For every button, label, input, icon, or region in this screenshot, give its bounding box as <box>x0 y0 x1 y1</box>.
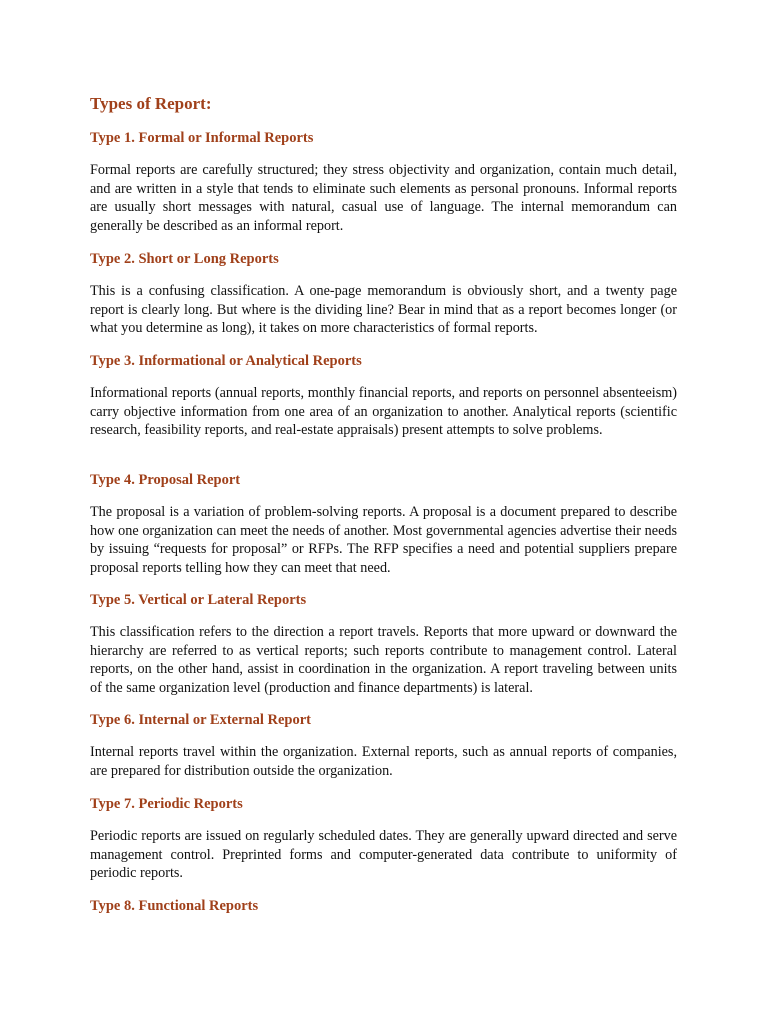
section-informational-analytical <box>90 352 677 440</box>
section-heading: Type 7. Periodic Reports <box>90 796 243 812</box>
document-title: Types of Report: <box>90 94 212 113</box>
section-heading: Type 6. Internal or External Report <box>90 712 311 728</box>
section-body: This is a confusing classification. A one-page memorandum is obviously short, and a twenty page report is clearly long. But where is the dividing line? Bear in mind that as a report becomes longer (or what you determine as long), it takes on more characteristics of formal reports. <box>90 283 677 336</box>
section-internal-external <box>90 711 677 780</box>
section-periodic <box>90 795 677 883</box>
section-heading: Type 2. Short or Long Reports <box>90 251 279 267</box>
section-body: Internal reports travel within the organization. External reports, such as annual reports of companies, are prepared for distribution outside the organization. <box>90 744 677 779</box>
section-heading: Type 3. Informational or Analytical Reports <box>90 353 362 369</box>
section-vertical-lateral <box>90 591 677 697</box>
section-short-long <box>90 250 677 338</box>
section-body: Periodic reports are issued on regularly scheduled dates. They are generally upward directed and serve management control. Preprinted forms and computer-generated data contribute to uniformity of periodic reports. <box>90 828 677 881</box>
section-heading: Type 8. Functional Reports <box>90 898 259 914</box>
section-body: Informational reports (annual reports, monthly financial reports, and reports on personnel absenteeism) carry objective information from one area of an organization to another. Analytical reports (scientific research, feasibility reports, and real-estate appraisals) present attempts to solve problems. <box>90 385 677 438</box>
section-body: This classification refers to the direction a report travels. Reports that more upward or downward the hierarchy are referred to as vertical reports; such reports contribute to management control. Lateral reports, on the other hand, assist in coordination in the organization. A report traveling between units of the same organization level (production and finance departments) is lateral. <box>90 624 677 696</box>
section-body: The proposal is a variation of problem-solving reports. A proposal is a document prepared to describe how one organization can meet the needs of another. Most governmental agencies advertise their needs by issuing “requests for proposal” or RFPs. The RFP specifies a need and potential suppliers prepare proposal reports telling how they can meet that need. <box>90 504 677 576</box>
section-heading: Type 4. Proposal Report <box>90 472 241 488</box>
section-body: Formal reports are carefully structured; they stress objectivity and organization, contain much detail, and are written in a style that tends to eliminate such elements as personal pronouns. Informal reports are usually short messages with natural, casual use of language. The internal memorandum can generally be described as an informal report. <box>90 162 677 234</box>
section-proposal <box>90 471 677 577</box>
section-heading: Type 1. Formal or Informal Reports <box>90 130 314 146</box>
section-formal-informal <box>90 129 677 235</box>
section-functional <box>90 897 677 915</box>
section-heading: Type 5. Vertical or Lateral Reports <box>90 592 307 608</box>
